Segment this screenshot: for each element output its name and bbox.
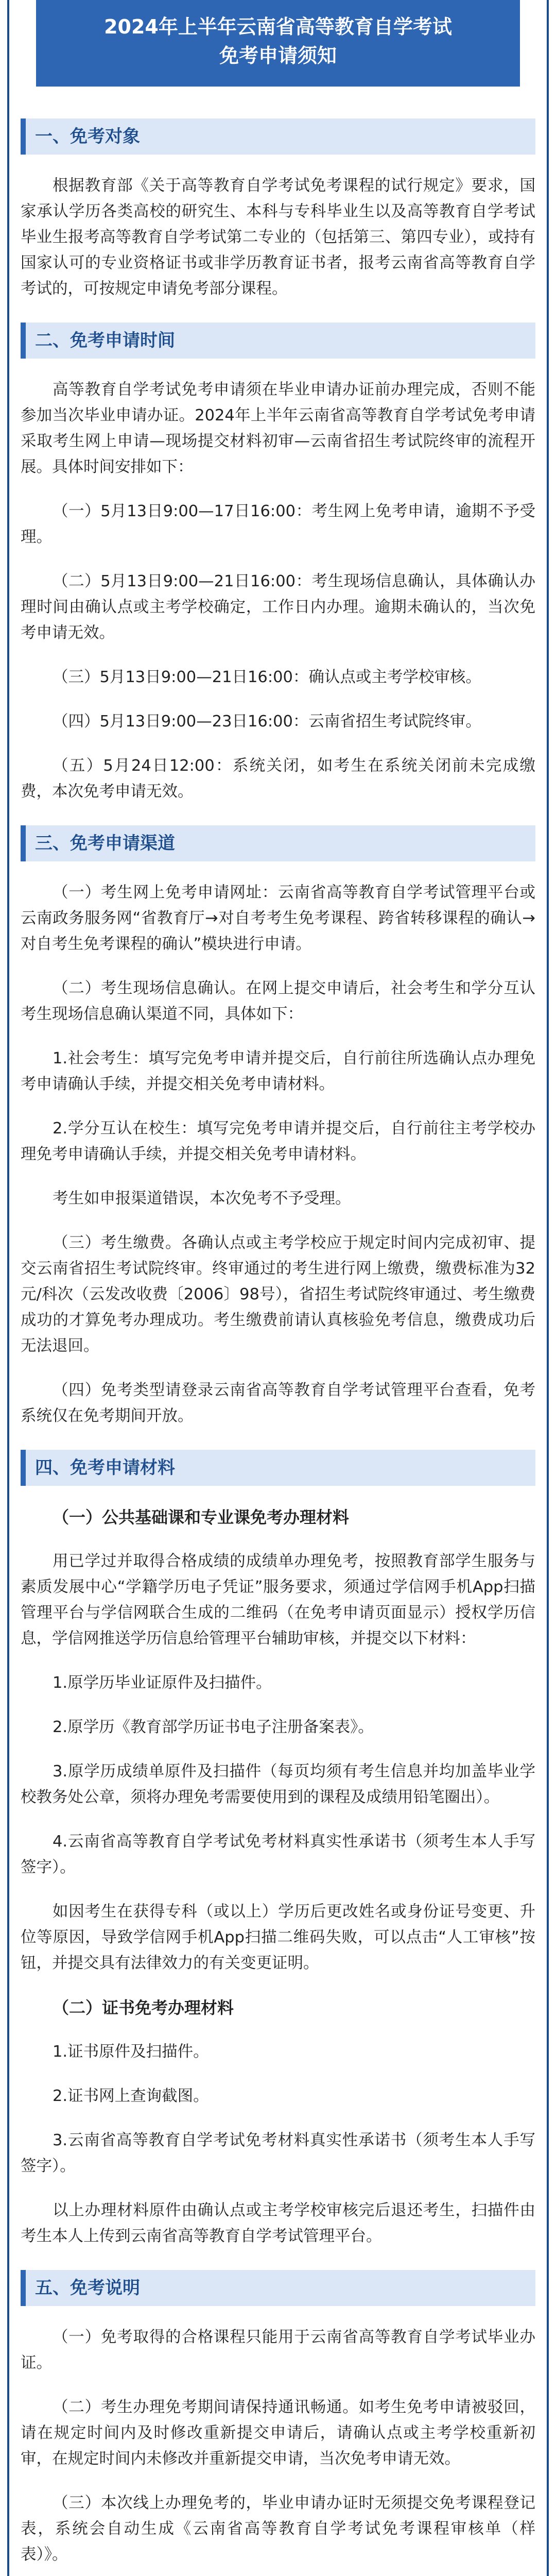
section-title: 二、免考申请时间 [35, 330, 175, 351]
paragraph: 2.证书网上查询截图。 [53, 2087, 209, 2105]
section-accent-bar [21, 1450, 26, 1486]
paragraph: （一）免考取得的合格课程只能用于云南省高等教育自学考试毕业办证。 [21, 2328, 535, 2372]
section-title: 五、免考说明 [35, 2278, 140, 2298]
paragraph: 考生如申报渠道错误，本次免考不予受理。 [53, 1190, 351, 1208]
paragraph: （二）考生现场信息确认。在网上提交申请后，社会考生和学分互认考生现场信息确认渠道不同，具体如下： [21, 979, 535, 1023]
paragraph: 3.云南省高等教育自学考试免考材料真实性承诺书（须考生本人手写签字）。 [21, 2131, 535, 2175]
subsection-title: （二）证书免考办理材料 [53, 1998, 234, 2018]
paragraph: （一）5月13日9:00—17日16:00：考生网上免考申请，逾期不予受理。 [21, 502, 535, 546]
paragraph: （一）考生网上免考申请网址：云南省高等教育自学考试管理平台或云南政务服务网“省教育厅→对自考考生免考课程、跨省转移课程的确认→对自考生免考课程的确认”模块进行申请。 [21, 884, 535, 953]
paragraph: （四）免考类型请登录云南省高等教育自学考试管理平台查看，免考系统仅在免考期间开放。 [21, 1381, 535, 1425]
section-accent-bar [21, 2270, 26, 2306]
section-accent-bar [21, 118, 26, 155]
paragraph: 如因考生在获得专科（或以上）学历后更改姓名或身份证号变更、升位等原因，导致学信网手机App扫描二维码失败，可以点击“人工审核”按钮，并提交具有法律效力的有关变更证明。 [21, 1903, 535, 1972]
section-heading [21, 1450, 535, 1486]
paragraph: 3.原学历成绩单原件及扫描件（每页均须有考生信息并均加盖毕业学校教务处公章，须将办理免考需要使用到的课程及成绩用铅笔圈出）。 [21, 1762, 535, 1806]
paragraph: 1.社会考生：填写完免考申请并提交后，自行前往所选确认点办理免考申请确认手续，并提交相关免考申请材料。 [21, 1049, 535, 1093]
section-title: 一、免考对象 [35, 126, 140, 147]
section-accent-bar [21, 323, 26, 359]
section-heading [21, 825, 535, 861]
paragraph: 1.证书原件及扫描件。 [53, 2043, 209, 2061]
section-heading [21, 323, 535, 359]
paragraph: 4.云南省高等教育自学考试免考材料真实性承诺书（须考生本人手写签字）。 [21, 1833, 535, 1876]
paragraph: （二）考生办理免考期间请保持通讯畅通。如考生免考申请被驳回，请在规定时间内及时修改重新提交申请后，请确认点或主考学校重新初审，在规定时间内未修改并重新提交申请，当次免考申请无效。 [21, 2398, 535, 2468]
paragraph: 用已学过并取得合格成绩的成绩单办理免考，按照教育部学生服务与素质发展中心“学籍学历电子凭证”服务要求，须通过学信网手机App扫描管理平台与学信网联合生成的二维码（在免考申请页面显示）授权学历信息，学信网推送学历信息给管理平台辅助审核，并提交以下材料： [21, 1552, 535, 1648]
subsection-title: （一）公共基础课和专业课免考办理材料 [53, 1507, 350, 1527]
paragraph: 以上办理材料原件由确认点或主考学校审核完后退还考生，扫描件由考生本人上传到云南省高等教育自学考试管理平台。 [21, 2201, 535, 2245]
paragraph: 根据教育部《关于高等教育自学考试免考课程的试行规定》要求，国家承认学历各类高校的研究生、本科与专科毕业生以及高等教育自学考试毕业生报考高等教育自学考试第二专业的（包括第三、第四专业），或持有国家认可的专业资格证书或非学历教育证书者，报考云南省高等教育自学考试的，可按规定申请免考部分课程。 [21, 177, 535, 298]
paragraph: （四）5月13日9:00—23日16:00：云南省招生考试院终审。 [53, 713, 481, 731]
paragraph: （五）5月24日12:00：系统关闭，如考生在系统关闭前未完成缴费，本次免考申请无效。 [21, 757, 535, 801]
section-accent-bar [21, 825, 26, 861]
paragraph: （三）5月13日9:00—21日16:00：确认点或主考学校审核。 [53, 668, 481, 686]
section-heading [21, 118, 535, 155]
paragraph: 1.原学历毕业证原件及扫描件。 [53, 1674, 272, 1692]
paragraph: 2.原学历《教育部学历证书电子注册备案表》。 [53, 1718, 374, 1736]
document-body [21, 98, 535, 2576]
section-heading [21, 2270, 535, 2306]
page-title-line1: 2024年上半年云南省高等教育自学考试 [104, 15, 452, 38]
paragraph: 高等教育自学考试免考申请须在毕业申请办证前办理完成，否则不能参加当次毕业申请办证。2024年上半年云南省高等教育自学考试免考申请采取考生网上申请—现场提交材料初审—云南省招生考试院终审的流程开展。具体时间安排如下： [21, 381, 535, 476]
page-title-line2: 免考申请须知 [219, 44, 337, 67]
paragraph: （二）5月13日9:00—21日16:00：考生现场信息确认，具体确认办理时间由确认点或主考学校确定，工作日内办理。逾期未确认的，当次免考申请无效。 [21, 572, 535, 642]
title-banner [36, 0, 520, 87]
section-title: 三、免考申请渠道 [35, 833, 175, 854]
paragraph: （三）考生缴费。各确认点或主考学校应于规定时间内完成初审、提交云南省招生考试院终审。终审通过的考生进行网上缴费，缴费标准为32元/科次（云发改收费〔2006〕98号），省招生考试院终审通过、考生缴费成功的才算免考办理成功。考生缴费前请认真核验免考信息，缴费成功后无法退回。 [21, 1234, 535, 1355]
section-title: 四、免考申请材料 [35, 1458, 175, 1478]
paragraph: （三）本次线上办理免考的，毕业申请办证时无须提交免考课程登记表，系统会自动生成《云南省高等教育自学考试免考课程审核单（样表）》。 [21, 2494, 535, 2564]
paragraph: 2.学分互认在校生：填写完免考申请并提交后，自行前往主考学校办理免考申请确认手续，并提交相关免考申请材料。 [21, 1120, 535, 1163]
